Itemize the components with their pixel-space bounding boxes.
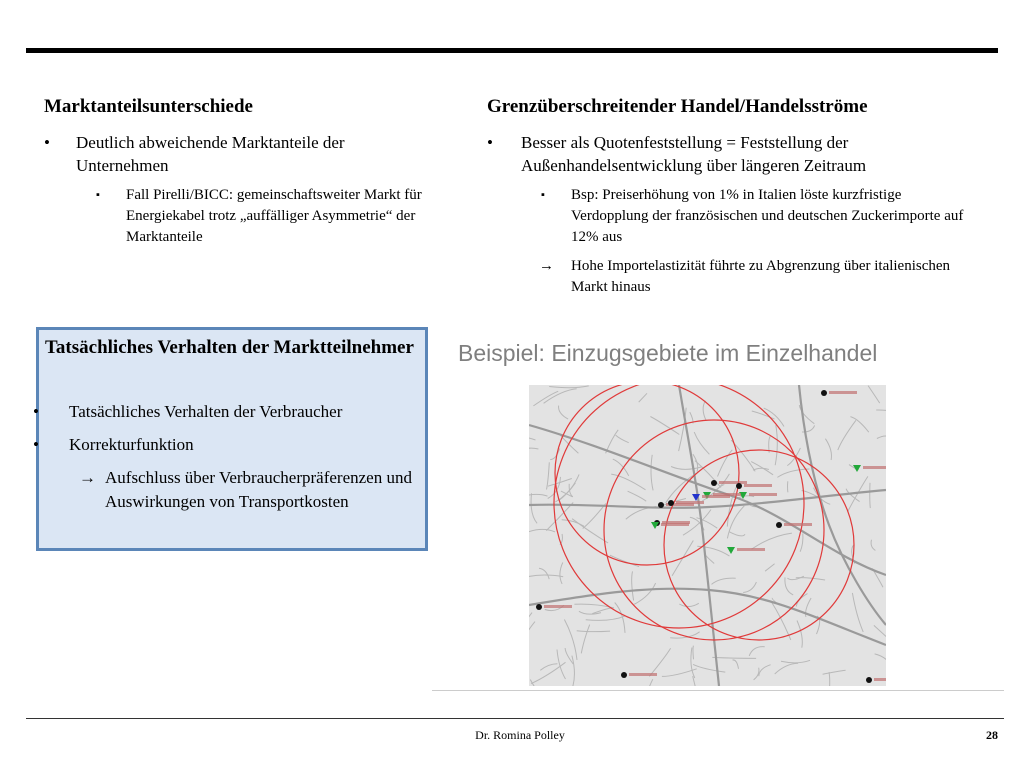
street xyxy=(870,483,871,508)
shop-marker-dot xyxy=(621,672,627,678)
box-bullet-1 xyxy=(33,400,449,423)
shop-marker-label xyxy=(784,523,812,526)
map-title: Beispiel: Einzugsgebiete im Einzelhandel xyxy=(458,340,878,366)
footer-author: Dr. Romina Polley xyxy=(475,728,565,742)
top-rule xyxy=(26,48,998,53)
shop-marker-label xyxy=(661,523,689,526)
square-bullet-icon: ▪ xyxy=(96,189,100,201)
highlight-box xyxy=(33,327,428,551)
left-heading: Marktanteilsunterschiede xyxy=(44,96,253,117)
shop-marker-label xyxy=(676,501,704,504)
page-number: 28 xyxy=(986,728,998,742)
left-sub-bullet xyxy=(44,185,424,248)
shop-marker-label xyxy=(749,493,777,496)
shop-marker-label xyxy=(829,391,857,394)
bottom-rule xyxy=(26,718,1004,719)
arrow-icon: → xyxy=(79,468,96,487)
shop-marker-label xyxy=(702,495,730,498)
right-sub-text: Bsp: Preiserhöhung von 1% in Italien löste kurzfristige Verdopplung der französischen und deutschen Zuckerimporte auf 12% aus xyxy=(571,187,964,245)
left-bullet xyxy=(44,131,424,177)
shop-marker-label xyxy=(737,548,765,551)
box-heading: Tatsächliches Verhalten der Marktteilnehmer xyxy=(45,337,414,358)
shop-marker-dot xyxy=(866,677,872,683)
right-column xyxy=(487,95,967,298)
street xyxy=(693,646,694,660)
shop-marker-label xyxy=(744,484,772,487)
shop-marker-dot xyxy=(711,480,717,486)
shop-marker-label xyxy=(863,466,886,469)
box-bullet-2 xyxy=(33,433,449,456)
box-bullet-1-text: Tatsächliches Verhalten der Verbraucher xyxy=(69,402,343,421)
shop-marker-dot xyxy=(658,502,664,508)
bullet-icon: • xyxy=(44,133,50,152)
arrow-icon: → xyxy=(539,258,554,274)
right-bullet-text: Besser als Quotenfeststellung = Feststellung der Außenhandelsentwicklung über längeren Zeitraum xyxy=(521,133,867,175)
right-arrow-bullet xyxy=(487,256,967,298)
box-arrow-bullet xyxy=(79,466,445,514)
shop-marker-label xyxy=(544,605,572,608)
shop-marker-dot xyxy=(668,500,674,506)
right-heading: Grenzüberschreitender Handel/Handelsströme xyxy=(487,96,868,117)
shop-marker-dot xyxy=(776,522,782,528)
left-sub-text: Fall Pirelli/BICC: gemeinschaftsweiter Markt für Energiekabel trotz „auffälliger Asymmetrie“ der Marktanteile xyxy=(126,187,422,245)
square-bullet-icon: ▪ xyxy=(541,189,545,201)
left-column xyxy=(44,95,424,248)
right-bullet xyxy=(487,131,967,177)
shop-marker-dot xyxy=(736,483,742,489)
bullet-icon: • xyxy=(33,402,39,421)
bullet-icon: • xyxy=(487,133,493,152)
shop-marker-dot xyxy=(536,604,542,610)
box-bullet-2-text: Korrekturfunktion xyxy=(69,435,194,454)
right-sub-bullet xyxy=(487,185,967,248)
map-baseline xyxy=(432,690,1004,691)
box-arrow-text: Aufschluss über Verbraucherpräferenzen und Auswirkungen von Transportkosten xyxy=(105,468,412,511)
shop-marker-label xyxy=(629,673,657,676)
left-bullet-text: Deutlich abweichende Marktanteile der Unternehmen xyxy=(76,133,345,175)
bullet-icon: • xyxy=(33,435,39,454)
shop-marker-label xyxy=(719,481,747,484)
shop-marker-label xyxy=(874,678,886,681)
catchment-map xyxy=(529,385,886,686)
shop-marker-dot xyxy=(821,390,827,396)
right-arrow-text: Hohe Importelastizität führte zu Abgrenzung über italienischen Markt hinaus xyxy=(571,258,951,295)
